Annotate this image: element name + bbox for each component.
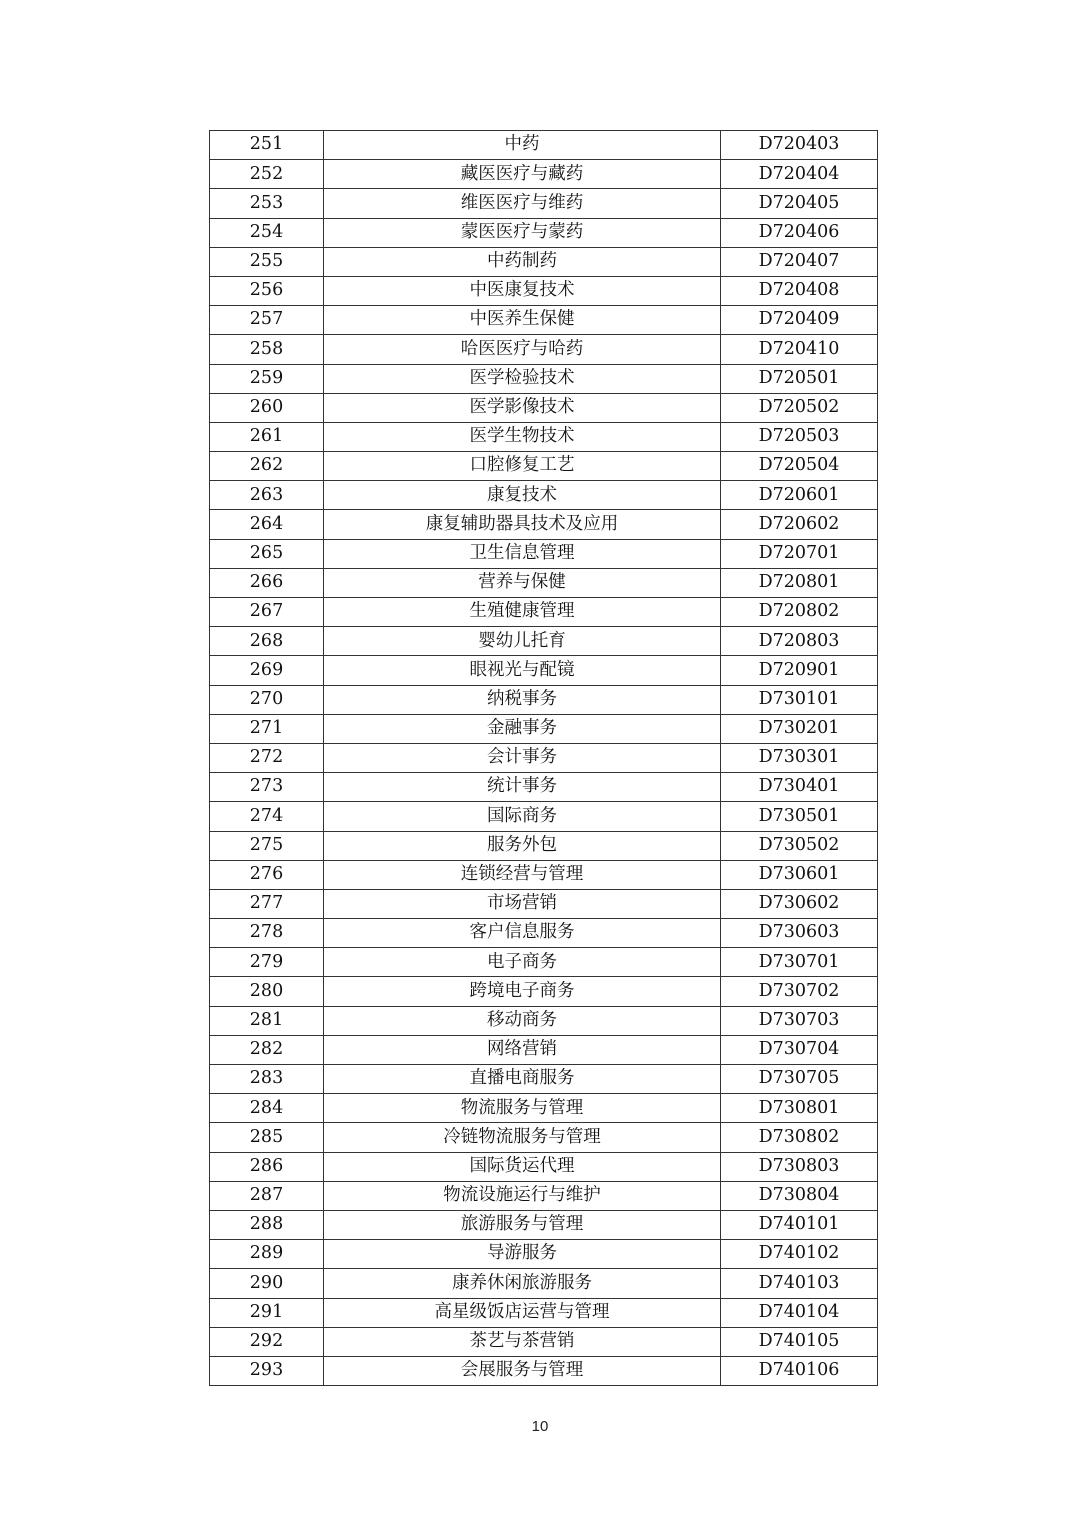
major-code-cell: D730703 [721,1006,878,1035]
table-row [210,860,878,889]
table-row [210,977,878,1006]
row-number-cell: 274 [210,802,324,831]
row-number-cell: 269 [210,656,324,685]
major-name-cell: 康养休闲旅游服务 [324,1269,721,1298]
row-number-cell: 258 [210,335,324,364]
table-row [210,160,878,189]
major-code-cell: D740104 [721,1298,878,1327]
table-row [210,364,878,393]
table-row [210,335,878,364]
major-name-cell: 康复辅助器具技术及应用 [324,510,721,539]
major-code-cell: D720503 [721,422,878,451]
table-row [210,1035,878,1064]
row-number-cell: 280 [210,977,324,1006]
major-name-cell: 直播电商服务 [324,1065,721,1094]
major-name-cell: 医学影像技术 [324,393,721,422]
major-code-cell: D720403 [721,131,878,160]
major-code-cell: D730801 [721,1094,878,1123]
major-code-cell: D730803 [721,1152,878,1181]
major-code-cell: D720701 [721,539,878,568]
row-number-cell: 284 [210,1094,324,1123]
table-row [210,1269,878,1298]
row-number-cell: 283 [210,1065,324,1094]
major-name-cell: 纳税事务 [324,685,721,714]
table-row [210,743,878,772]
row-number-cell: 260 [210,393,324,422]
major-name-cell: 中药 [324,131,721,160]
major-name-cell: 会展服务与管理 [324,1356,721,1385]
row-number-cell: 291 [210,1298,324,1327]
major-code-cell: D720801 [721,568,878,597]
table-row [210,1094,878,1123]
major-code-cell: D730802 [721,1123,878,1152]
major-code-cell: D720602 [721,510,878,539]
major-name-cell: 婴幼儿托育 [324,627,721,656]
row-number-cell: 279 [210,948,324,977]
row-number-cell: 292 [210,1327,324,1356]
major-code-cell: D730601 [721,860,878,889]
major-code-cell: D720408 [721,276,878,305]
table-row [210,831,878,860]
major-name-cell: 电子商务 [324,948,721,977]
table-row [210,1327,878,1356]
major-name-cell: 蒙医医疗与蒙药 [324,218,721,247]
row-number-cell: 290 [210,1269,324,1298]
row-number-cell: 261 [210,422,324,451]
row-number-cell: 256 [210,276,324,305]
major-code-cell: D720409 [721,306,878,335]
major-code-cell: D720504 [721,452,878,481]
row-number-cell: 278 [210,919,324,948]
table-row [210,189,878,218]
major-name-cell: 会计事务 [324,743,721,772]
row-number-cell: 257 [210,306,324,335]
table-row [210,1298,878,1327]
major-name-cell: 网络营销 [324,1035,721,1064]
major-name-cell: 医学检验技术 [324,364,721,393]
row-number-cell: 264 [210,510,324,539]
row-number-cell: 272 [210,743,324,772]
table-row [210,452,878,481]
table-row [210,919,878,948]
row-number-cell: 262 [210,452,324,481]
major-name-cell: 导游服务 [324,1240,721,1269]
row-number-cell: 287 [210,1181,324,1210]
row-number-cell: 259 [210,364,324,393]
majors-table [209,130,878,1386]
table-row [210,656,878,685]
table-row [210,393,878,422]
major-code-cell: D720406 [721,218,878,247]
row-number-cell: 266 [210,568,324,597]
table-row [210,1181,878,1210]
major-name-cell: 连锁经营与管理 [324,860,721,889]
table-row [210,889,878,918]
major-code-cell: D730602 [721,889,878,918]
row-number-cell: 273 [210,773,324,802]
major-code-cell: D720501 [721,364,878,393]
table-row [210,539,878,568]
row-number-cell: 286 [210,1152,324,1181]
row-number-cell: 268 [210,627,324,656]
major-code-cell: D720410 [721,335,878,364]
table-row [210,1152,878,1181]
row-number-cell: 265 [210,539,324,568]
major-name-cell: 哈医医疗与哈药 [324,335,721,364]
major-name-cell: 中医康复技术 [324,276,721,305]
major-name-cell: 跨境电子商务 [324,977,721,1006]
major-name-cell: 金融事务 [324,714,721,743]
table-row [210,422,878,451]
table-row [210,247,878,276]
major-code-cell: D740105 [721,1327,878,1356]
major-name-cell: 卫生信息管理 [324,539,721,568]
major-name-cell: 眼视光与配镜 [324,656,721,685]
major-name-cell: 医学生物技术 [324,422,721,451]
row-number-cell: 253 [210,189,324,218]
major-code-cell: D740103 [721,1269,878,1298]
row-number-cell: 285 [210,1123,324,1152]
table-row [210,1006,878,1035]
table-row [210,773,878,802]
major-name-cell: 统计事务 [324,773,721,802]
major-code-cell: D740102 [721,1240,878,1269]
table-row [210,306,878,335]
row-number-cell: 252 [210,160,324,189]
major-code-cell: D740106 [721,1356,878,1385]
row-number-cell: 288 [210,1210,324,1239]
table-row [210,714,878,743]
page-number: 10 [531,1418,549,1435]
major-code-cell: D720901 [721,656,878,685]
major-name-cell: 国际货运代理 [324,1152,721,1181]
row-number-cell: 254 [210,218,324,247]
major-code-cell: D740101 [721,1210,878,1239]
major-code-cell: D720404 [721,160,878,189]
major-code-cell: D730704 [721,1035,878,1064]
table-row [210,627,878,656]
major-name-cell: 国际商务 [324,802,721,831]
major-name-cell: 冷链物流服务与管理 [324,1123,721,1152]
row-number-cell: 271 [210,714,324,743]
table-row [210,131,878,160]
major-code-cell: D730101 [721,685,878,714]
major-code-cell: D730804 [721,1181,878,1210]
row-number-cell: 251 [210,131,324,160]
table-row [210,948,878,977]
major-code-cell: D730705 [721,1065,878,1094]
row-number-cell: 276 [210,860,324,889]
table-row [210,598,878,627]
table-row [210,218,878,247]
row-number-cell: 263 [210,481,324,510]
table-row [210,1210,878,1239]
major-name-cell: 移动商务 [324,1006,721,1035]
row-number-cell: 289 [210,1240,324,1269]
table-row [210,802,878,831]
major-code-cell: D720405 [721,189,878,218]
table-row [210,1240,878,1269]
row-number-cell: 282 [210,1035,324,1064]
row-number-cell: 275 [210,831,324,860]
row-number-cell: 277 [210,889,324,918]
major-code-cell: D720601 [721,481,878,510]
row-number-cell: 255 [210,247,324,276]
row-number-cell: 281 [210,1006,324,1035]
major-name-cell: 中药制药 [324,247,721,276]
major-name-cell: 茶艺与茶营销 [324,1327,721,1356]
major-code-cell: D730201 [721,714,878,743]
major-name-cell: 口腔修复工艺 [324,452,721,481]
row-number-cell: 270 [210,685,324,714]
table-row [210,481,878,510]
table-row [210,1356,878,1385]
table-row [210,276,878,305]
table-row [210,1065,878,1094]
major-name-cell: 中医养生保健 [324,306,721,335]
major-code-cell: D720802 [721,598,878,627]
table-row [210,685,878,714]
major-name-cell: 藏医医疗与藏药 [324,160,721,189]
majors-table-body [210,131,878,1386]
major-code-cell: D730603 [721,919,878,948]
major-name-cell: 康复技术 [324,481,721,510]
major-code-cell: D720502 [721,393,878,422]
major-name-cell: 旅游服务与管理 [324,1210,721,1239]
table-row [210,568,878,597]
major-name-cell: 高星级饭店运营与管理 [324,1298,721,1327]
major-name-cell: 服务外包 [324,831,721,860]
major-name-cell: 生殖健康管理 [324,598,721,627]
major-code-cell: D730301 [721,743,878,772]
major-code-cell: D730502 [721,831,878,860]
major-name-cell: 市场营销 [324,889,721,918]
row-number-cell: 293 [210,1356,324,1385]
major-name-cell: 客户信息服务 [324,919,721,948]
major-code-cell: D720803 [721,627,878,656]
major-name-cell: 维医医疗与维药 [324,189,721,218]
major-name-cell: 物流设施运行与维护 [324,1181,721,1210]
row-number-cell: 267 [210,598,324,627]
table-row [210,510,878,539]
major-code-cell: D730401 [721,773,878,802]
major-code-cell: D720407 [721,247,878,276]
table-row [210,1123,878,1152]
major-name-cell: 物流服务与管理 [324,1094,721,1123]
major-code-cell: D730701 [721,948,878,977]
major-code-cell: D730501 [721,802,878,831]
major-code-cell: D730702 [721,977,878,1006]
major-name-cell: 营养与保健 [324,568,721,597]
